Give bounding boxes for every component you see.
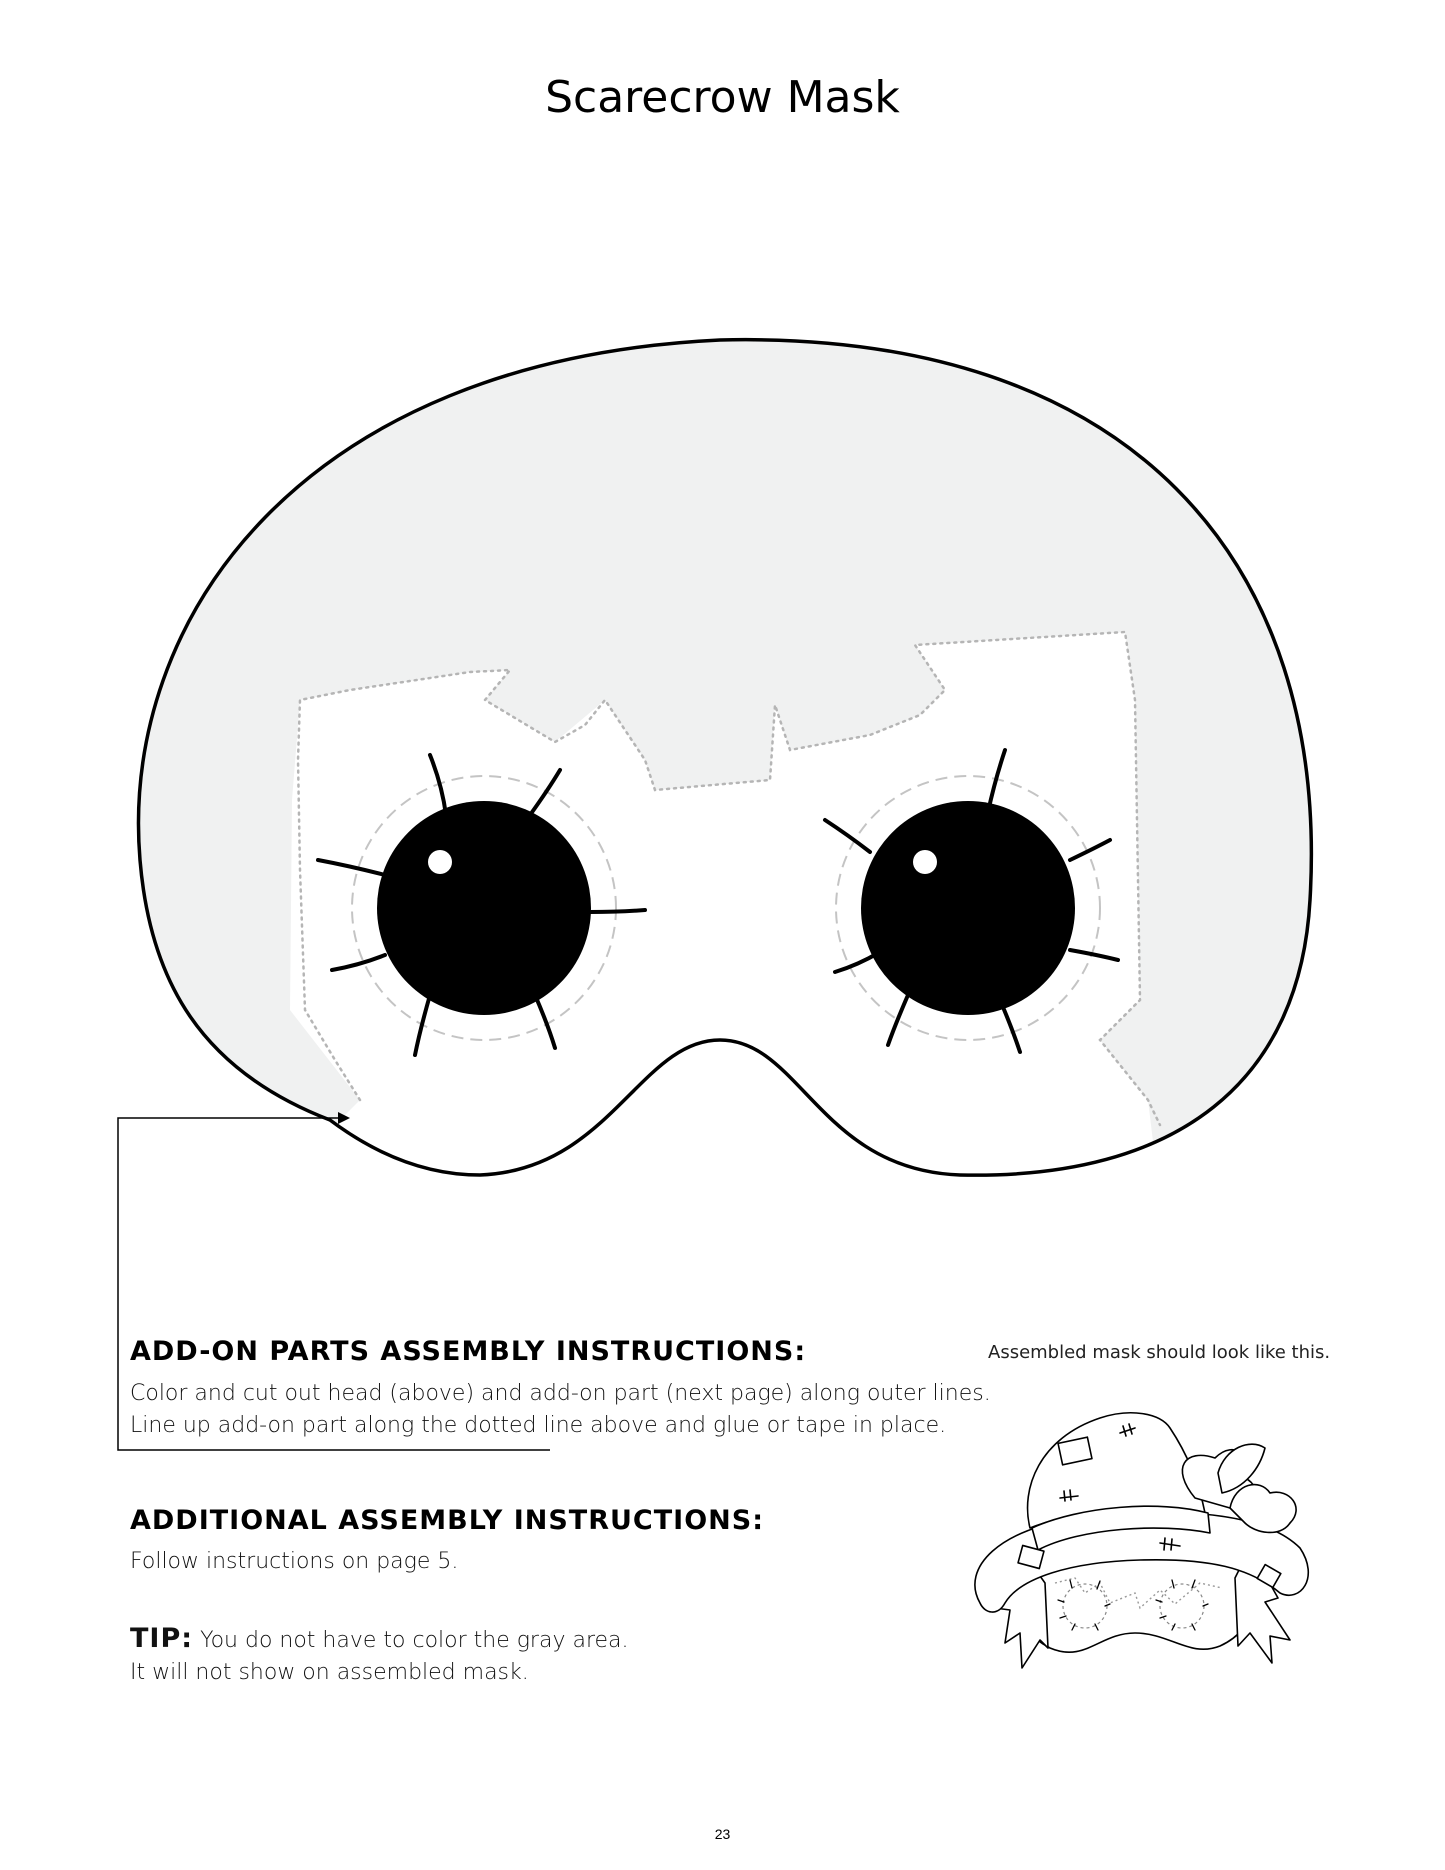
addon-line-1: Color and cut out head (above) and add-on part (next page) along outer lines. (130, 1381, 991, 1406)
tip-line-2: It will not show on assembled mask. (130, 1660, 529, 1685)
addon-line-2: Line up add-on part along the dotted line above and glue or tape in place. (130, 1413, 947, 1438)
additional-heading: ADDITIONAL ASSEMBLY INSTRUCTIONS: (130, 1505, 764, 1536)
additional-text: Follow instructions on page 5. (130, 1549, 459, 1574)
tip-label: TIP: (130, 1623, 194, 1654)
tip-line-1 (130, 1623, 629, 1657)
right-eye-highlight (913, 850, 937, 874)
tip-text-1: You do not have to color the gray area. (200, 1628, 629, 1653)
preview-caption: Assembled mask should look like this. (988, 1342, 1331, 1363)
left-eye-highlight (428, 850, 452, 874)
assembled-mask-preview (960, 1378, 1320, 1688)
addon-heading: ADD-ON PARTS ASSEMBLY INSTRUCTIONS: (130, 1336, 807, 1367)
right-eye-pupil (861, 801, 1075, 1015)
left-eye-pupil (377, 801, 591, 1015)
page-number: 23 (714, 1826, 731, 1842)
page-title: Scarecrow Mask (545, 72, 900, 123)
